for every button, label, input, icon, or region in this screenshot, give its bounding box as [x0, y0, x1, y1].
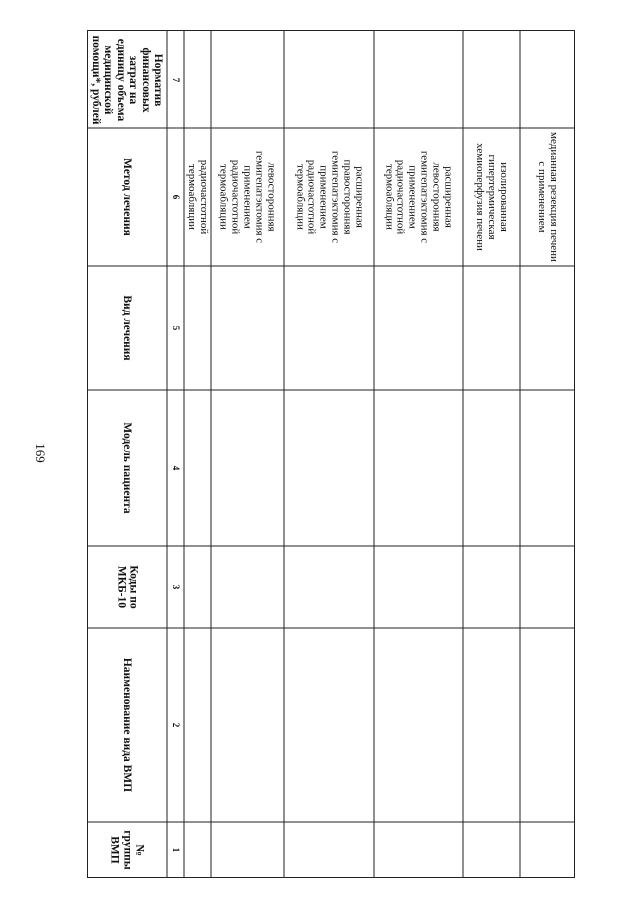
column-number-5: 5	[170, 325, 181, 331]
method-cell-row-5: изолированная гипертермическая хемиоперфузия печени	[474, 143, 510, 251]
header-cell-method: Метод лечения	[121, 158, 134, 236]
header-cell-group-number: № группы ВМП	[108, 830, 146, 870]
method-cell-row-2: левосторонняя гемигепатэктомия с применением радиочастотной термоабляции	[218, 150, 278, 244]
header-cell-vmp-name: Наименование вида ВМП	[121, 657, 134, 793]
header-cell-treatment-type: Вид лечения	[121, 295, 134, 361]
rotated-table	[87, 30, 575, 878]
column-number-2: 2	[170, 722, 181, 728]
header-cell-norm: Норматив финансовых затрат на единицу объема медицинской помощи*, рублей	[90, 35, 165, 125]
header-cell-patient-model: Модель пациента	[121, 422, 134, 514]
column-number-3: 3	[170, 584, 181, 590]
column-number-4: 4	[170, 465, 181, 471]
page-number: 169	[33, 443, 48, 463]
method-cell-row-4: расширенная левосторонняя гемигепатэктомия с применением радиочастотной термоабляции	[383, 150, 455, 244]
column-number-1: 1	[170, 847, 181, 853]
column-number-7: 7	[170, 77, 181, 83]
header-cell-icd-codes: Коды по МКБ-10	[115, 565, 140, 609]
method-cell-row-6: медианная резекция печени с применением	[536, 132, 560, 262]
column-number-6: 6	[170, 194, 181, 200]
method-cell-row-1: радиочастотной термоабляции	[186, 159, 210, 235]
method-cell-row-3: расширенная правосторонняя гемигепатэктомия с применением радиочастотной термоабляции	[294, 150, 366, 244]
